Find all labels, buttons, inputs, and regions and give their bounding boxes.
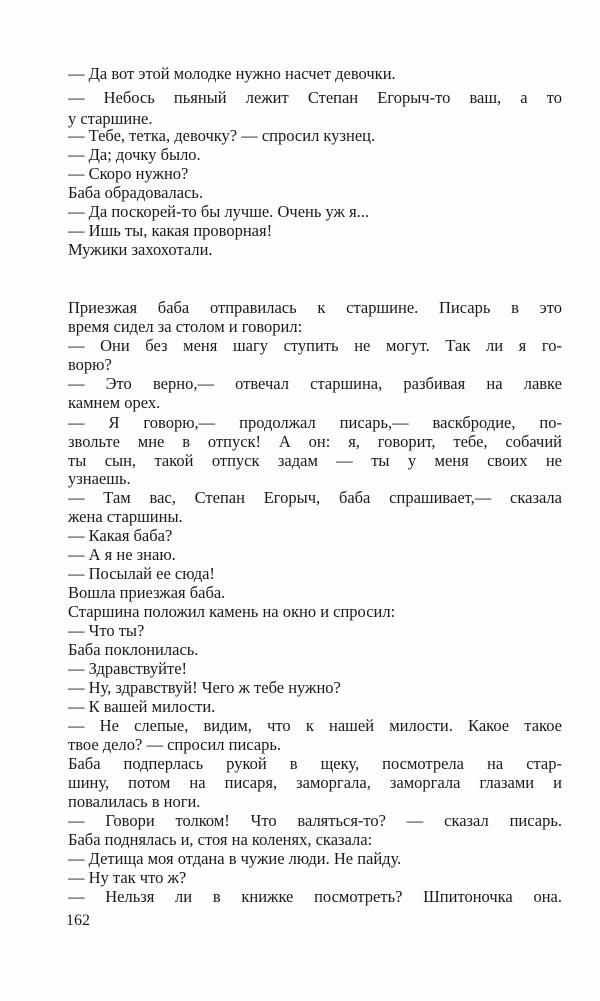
text-line: — Да вот этой молодке нужно насчет девочки.: [68, 64, 396, 83]
text-line: Баба поднялась и, стоя на коленях, сказала:: [68, 830, 373, 849]
text-line: — Ишь ты, какая проворная!: [68, 221, 273, 240]
text-line: — Не слепые, видим, что к нашей милости. Какое такое: [68, 716, 562, 735]
text-line: — Ну так что ж?: [68, 868, 187, 887]
text-line: камнем орех.: [68, 393, 161, 412]
text-line: — Здравствуйте!: [68, 659, 188, 678]
text-line: звольте мне в отпуск! А он: я, говорит, тебе, собачий: [68, 432, 562, 451]
text-line: — Детища моя отдана в чужие люди. Не пайду.: [68, 849, 402, 868]
text-line: ты сын, такой отпуск задам — ты у меня своих не: [68, 451, 562, 470]
text-line: — Это верно,— отвечал старшина, разбивая на лавке: [68, 374, 562, 393]
text-line: узнаешь.: [68, 469, 131, 488]
text-line: — К вашей милости.: [68, 697, 216, 716]
text-line: Мужики захохотали.: [68, 240, 213, 259]
text-line: жена старшины.: [68, 507, 183, 526]
text-line: Старшина положил камень на окно и спросил:: [68, 602, 396, 621]
text-line: — Тебе, тетка, девочку? — спросил кузнец.: [68, 126, 376, 145]
text-line: у старшине.: [68, 109, 153, 128]
text-line: — Что ты?: [68, 621, 145, 640]
text-line: — Говори толком! Что валяться-то? — сказал писарь.: [68, 811, 562, 830]
text-line: — Небось пьяный лежит Степан Егорыч-то ваш, а то: [68, 88, 562, 107]
text-line: Баба подперлась рукой в щеку, посмотрела на стар-: [68, 754, 562, 773]
text-line: — Нельзя ли в книжке посмотреть? Шпитоночка она.: [68, 887, 562, 906]
text-line: — Скоро нужно?: [68, 164, 189, 183]
text-line: — Посылай ее сюда!: [68, 564, 215, 583]
text-line: — Я говорю,— продолжал писарь,— васкбродие, по-: [68, 413, 562, 432]
text-line: твое дело? — спросил писарь.: [68, 735, 282, 754]
text-line: Баба обрадовалась.: [68, 183, 204, 202]
text-line: — Ну, здравствуй! Чего ж тебе нужно?: [68, 678, 341, 697]
text-line: шину, потом на писаря, заморгала, заморгала глазами и: [68, 773, 562, 792]
text-line: повалилась в ноги.: [68, 792, 201, 811]
text-line: ворю?: [68, 355, 112, 374]
text-line: Приезжая баба отправилась к старшине. Писарь в это: [68, 298, 562, 317]
text-line: — А я не знаю.: [68, 545, 176, 564]
text-line: — Какая баба?: [68, 526, 173, 545]
text-line: Вошла приезжая баба.: [68, 583, 226, 602]
text-line: — Там вас, Степан Егорыч, баба спрашивает,— сказала: [68, 488, 562, 507]
text-line: — Они без меня шагу ступить не могут. Так ли я го-: [68, 336, 562, 355]
page-number: 162: [66, 912, 90, 929]
text-line: — Да; дочку было.: [68, 145, 201, 164]
text-line: Баба поклонилась.: [68, 640, 199, 659]
text-line: — Да поскорей-то бы лучше. Очень уж я...: [68, 202, 370, 221]
text-line: время сидел за столом и говорил:: [68, 317, 303, 336]
